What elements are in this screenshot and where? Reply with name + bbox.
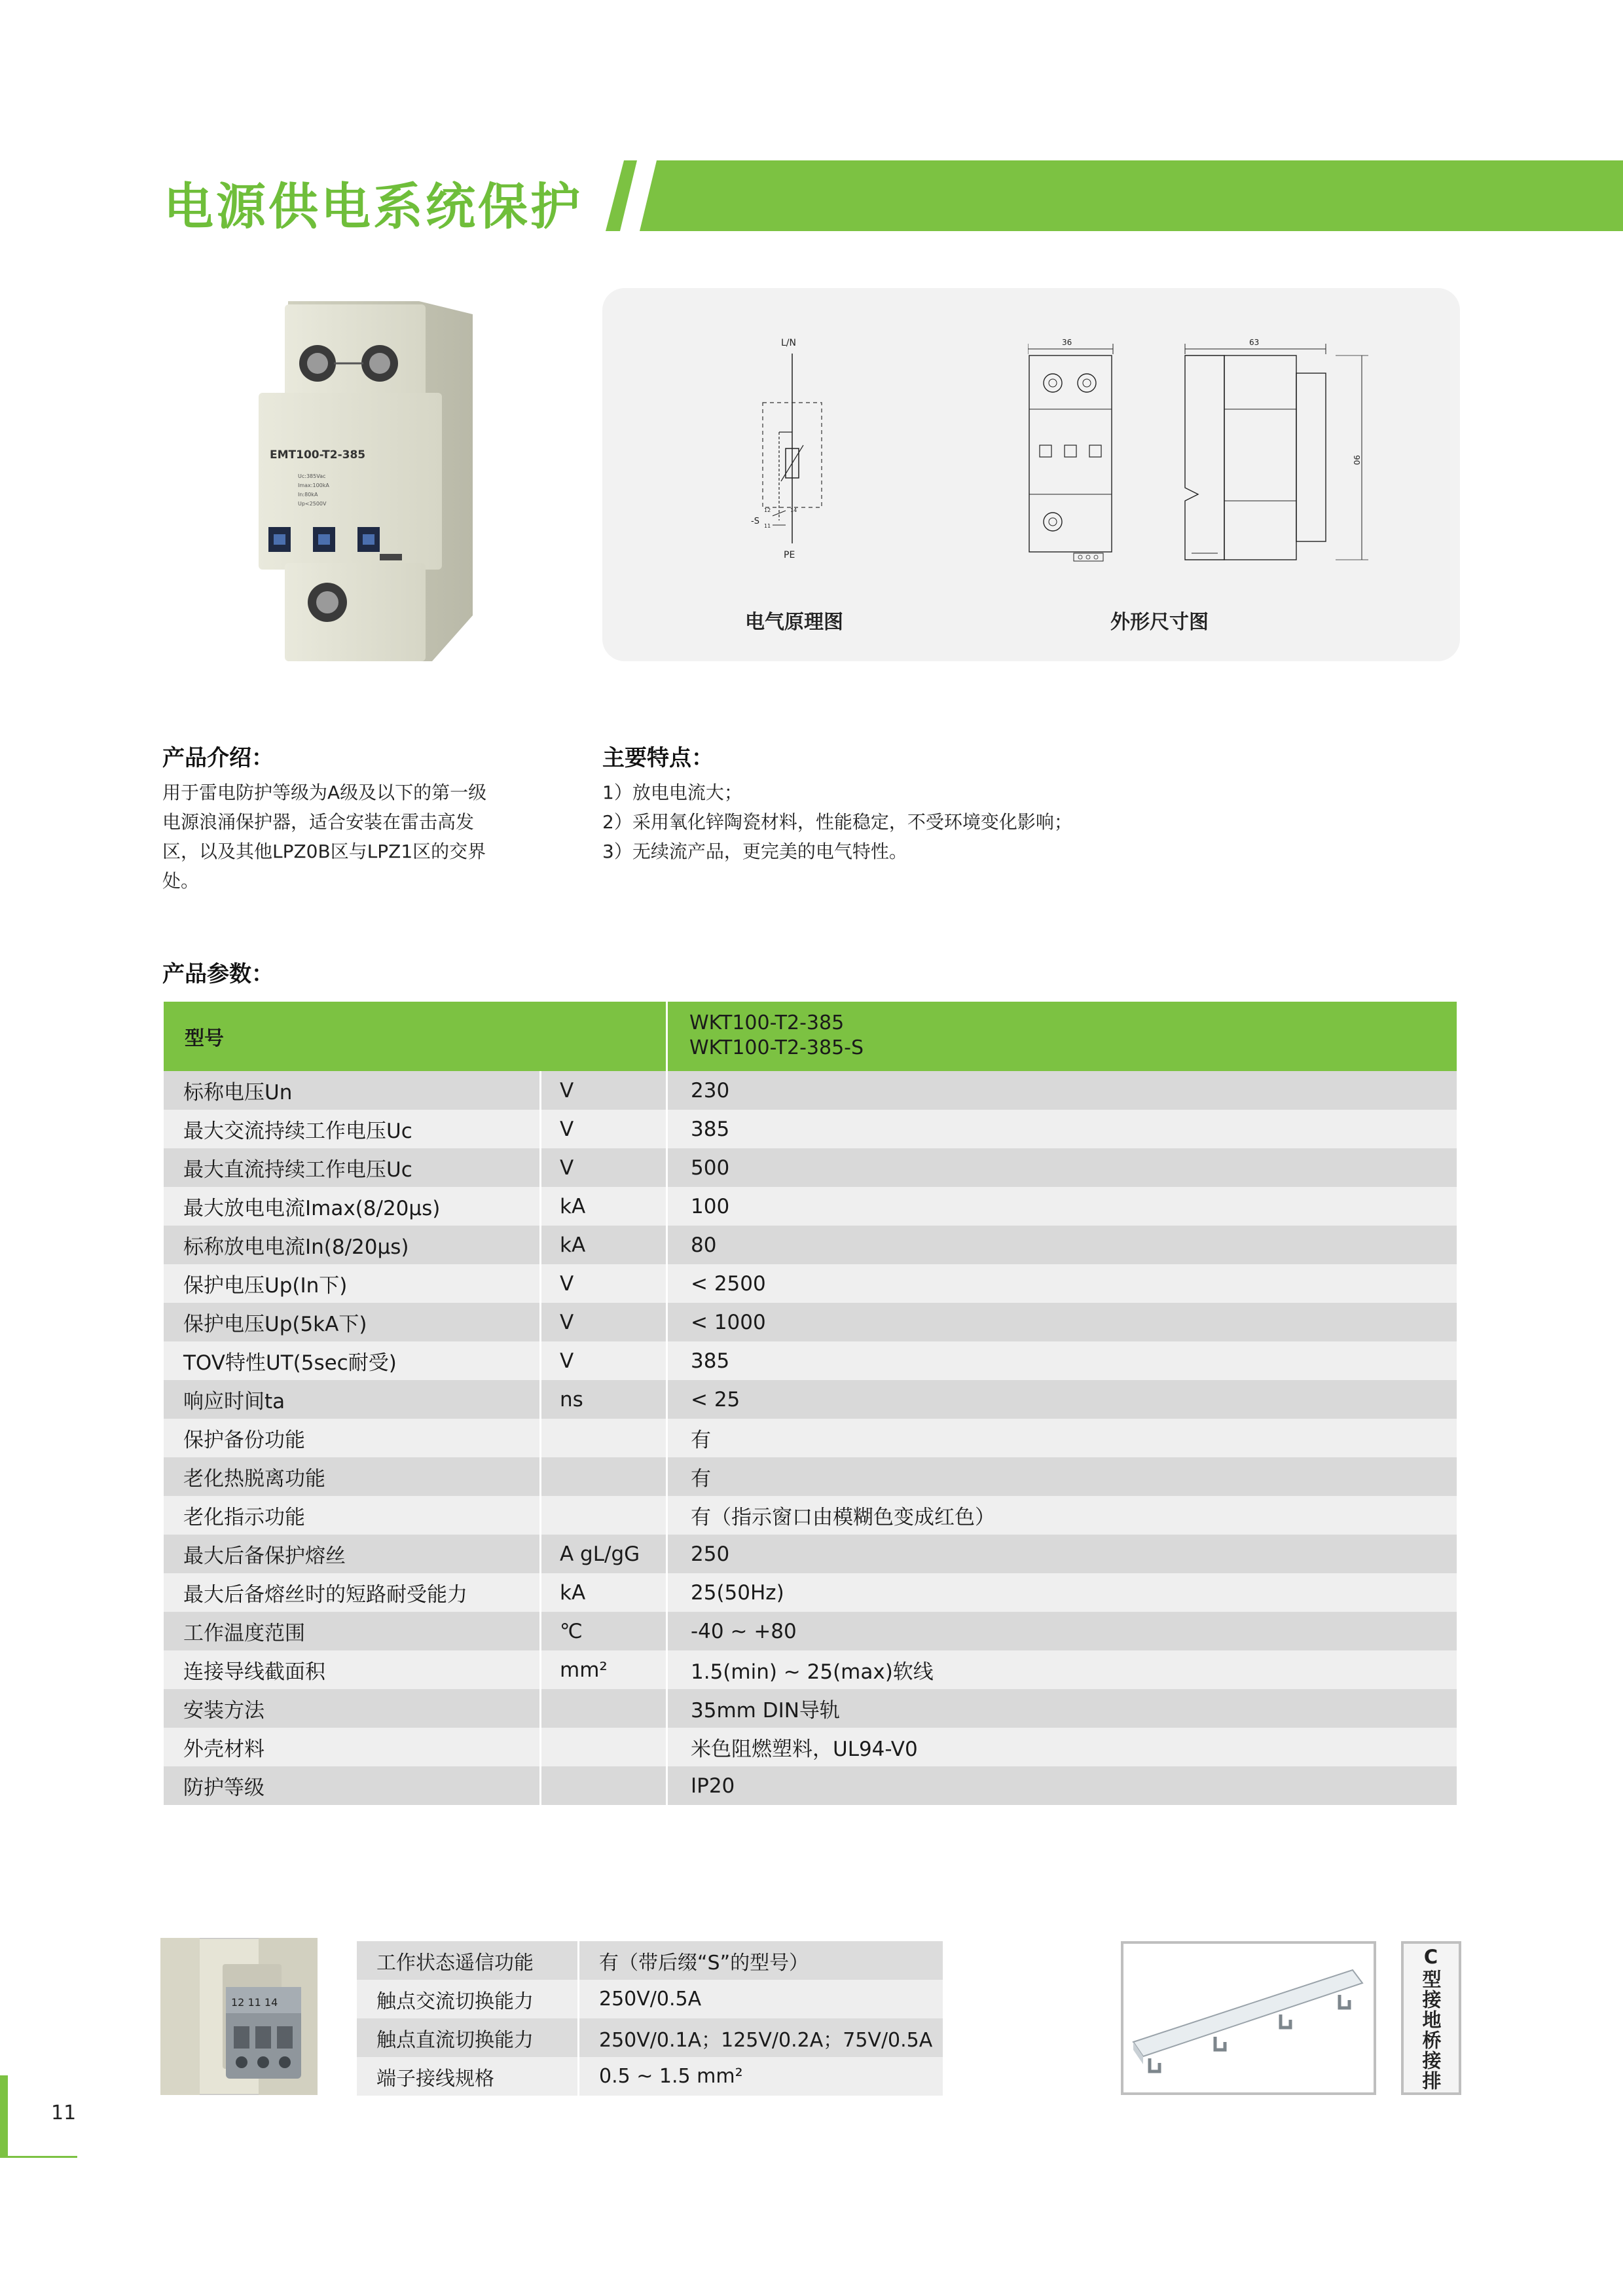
- product-label-spec: In:80kA: [298, 492, 318, 498]
- schematic-bottom-label: PE: [784, 550, 795, 560]
- param-name: 最大放电电流Imax(8/20μs): [164, 1187, 541, 1226]
- param-unit: kA: [541, 1187, 668, 1226]
- param-name: 保护电压Up(5kA下): [164, 1303, 541, 1341]
- param-value: < 1000: [691, 1310, 766, 1334]
- params-body: [164, 1071, 1457, 1805]
- terminal-labels: 12 11 14: [231, 1996, 278, 2009]
- param-row: [164, 1612, 1457, 1650]
- param-name: 标称电压Un: [164, 1071, 541, 1110]
- param-unit: kA: [541, 1573, 668, 1612]
- param-value: 有（指示窗口由模糊色变成红色）: [691, 1506, 995, 1529]
- model-name: WKT100-T2-385: [689, 1011, 845, 1034]
- param-name: 连接导线截面积: [164, 1650, 541, 1689]
- page-title: 电源供电系统保护: [164, 177, 583, 236]
- param-unit: V: [541, 1303, 668, 1341]
- param-row: [164, 1187, 1457, 1226]
- param-unit: kA: [541, 1226, 668, 1264]
- page-number-underline: [0, 2156, 77, 2158]
- params-header-models: [668, 1002, 1457, 1071]
- param-row: [164, 1457, 1457, 1496]
- param-value: -40 ~ +80: [691, 1619, 797, 1643]
- params-header-row: [164, 1002, 1457, 1071]
- param-value: 有: [691, 1467, 711, 1491]
- intro-line: 电源浪涌保护器，适合安装在雷击高发: [162, 811, 475, 833]
- param-unit: [541, 1689, 668, 1728]
- param-value: < 2500: [691, 1271, 766, 1296]
- dim-side-width: 63: [1249, 338, 1260, 347]
- param-unit: ns: [541, 1380, 668, 1419]
- param-name: 安装方法: [164, 1689, 541, 1728]
- product-photo: [249, 288, 498, 668]
- remote-signal-name: 工作状态遥信功能: [357, 1941, 579, 1980]
- param-unit: [541, 1419, 668, 1457]
- intro-text: [162, 778, 486, 896]
- param-unit: [541, 1457, 668, 1496]
- dim-height: 90: [1352, 455, 1361, 465]
- param-name: 响应时间ta: [164, 1380, 541, 1419]
- intro-line: 处。: [162, 870, 200, 892]
- param-unit: V: [541, 1341, 668, 1380]
- param-row: [164, 1766, 1457, 1805]
- params-heading: 产品参数：: [162, 961, 274, 987]
- product-label-spec: Imax:100kA: [298, 483, 329, 488]
- intro-line: 区，以及其他LPZ0B区与LPZ1区的交界: [162, 841, 486, 862]
- remote-signal-row: [357, 2018, 943, 2057]
- param-value: 250: [691, 1542, 730, 1566]
- param-row: [164, 1496, 1457, 1535]
- model-name: WKT100-T2-385-S: [689, 1036, 864, 1059]
- param-row: [164, 1110, 1457, 1148]
- param-name: 保护电压Up(In下): [164, 1264, 541, 1303]
- param-name: 防护等级: [164, 1766, 541, 1805]
- param-row: [164, 1728, 1457, 1766]
- param-value: 米色阻燃塑料，UL94-V0: [691, 1738, 918, 1761]
- param-unit: V: [541, 1071, 668, 1110]
- param-name: TOV特性UT(5sec耐受): [164, 1341, 541, 1380]
- remote-signal-value: 0.5 ~ 1.5 mm²: [599, 2065, 743, 2088]
- param-row: [164, 1226, 1457, 1264]
- param-value: 有: [691, 1429, 711, 1452]
- param-value: 500: [691, 1156, 730, 1180]
- param-name: 保护备份功能: [164, 1419, 541, 1457]
- param-unit: [541, 1766, 668, 1805]
- diagram-panel: [602, 288, 1460, 661]
- params-header-label: 型号: [164, 1002, 668, 1071]
- dimension-drawing: [1028, 337, 1434, 579]
- remote-signal-table: [357, 1941, 943, 2096]
- param-unit: ℃: [541, 1612, 668, 1650]
- param-value: 385: [691, 1349, 730, 1373]
- param-value: 1.5(min) ~ 25(max)软线: [691, 1660, 934, 1684]
- remote-signal-name: 触点交流切换能力: [357, 1980, 579, 2018]
- param-row: [164, 1071, 1457, 1110]
- features-text: [602, 778, 1072, 866]
- param-row: [164, 1573, 1457, 1612]
- remote-signal-value: 250V/0.5A: [599, 1988, 702, 2011]
- dim-front-width: 36: [1062, 338, 1072, 347]
- product-label-spec: Uc:385Vac: [298, 473, 326, 479]
- header-accent-bar: [606, 160, 1623, 231]
- param-name: 最大后备保护熔丝: [164, 1535, 541, 1573]
- remote-signal-value: 有（带后缀“S”的型号）: [599, 1951, 809, 1975]
- param-value: < 25: [691, 1387, 740, 1412]
- remote-signal-row: [357, 1941, 943, 1980]
- product-label-model: EMT100-T2-385: [270, 448, 366, 462]
- feature-line: 1）放电电流大；: [602, 782, 742, 803]
- param-name: 外壳材料: [164, 1728, 541, 1766]
- feature-line: 2）采用氧化锌陶瓷材料，性能稳定，不受环境变化影响；: [602, 811, 1072, 833]
- intro-heading: 产品介绍：: [162, 745, 274, 771]
- param-name: 最大后备熔丝时的短路耐受能力: [164, 1573, 541, 1612]
- param-row: [164, 1689, 1457, 1728]
- param-row: [164, 1535, 1457, 1573]
- intro-line: 用于雷电防护等级为A级及以下的第一级: [162, 782, 487, 803]
- remote-signal-row: [357, 1980, 943, 2018]
- params-table: [164, 1002, 1457, 1805]
- param-row: [164, 1380, 1457, 1419]
- features-heading: 主要特点：: [602, 745, 714, 771]
- param-value: 35mm DIN导轨: [691, 1699, 840, 1722]
- param-name: 工作温度范围: [164, 1612, 541, 1650]
- param-unit: [541, 1496, 668, 1535]
- dimension-caption: 外形尺寸图: [1110, 611, 1209, 634]
- param-row: [164, 1148, 1457, 1187]
- param-name: 标称放电电流In(8/20μs): [164, 1226, 541, 1264]
- busbar-label: C型接地桥接排: [1419, 1945, 1442, 2091]
- electrical-caption: 电气原理图: [745, 611, 843, 634]
- page-number: 11: [51, 2102, 77, 2124]
- busbar-label-box: [1401, 1941, 1461, 2095]
- param-row: [164, 1341, 1457, 1380]
- param-value: 100: [691, 1194, 730, 1218]
- contact-label-12: 12: [764, 507, 771, 513]
- contact-label-11: 11: [764, 523, 771, 529]
- param-row: [164, 1264, 1457, 1303]
- schematic-top-label: L/N: [781, 338, 796, 348]
- schematic-switch-label: -S: [751, 517, 759, 526]
- product-label-spec: Up<2500V: [298, 501, 327, 507]
- remote-signal-value: 250V/0.1A；125V/0.2A；75V/0.5A: [599, 2028, 933, 2052]
- terminal-photo: [160, 1938, 318, 2095]
- contact-label-14: 14: [790, 507, 797, 513]
- param-value: 25(50Hz): [691, 1580, 784, 1605]
- remote-signal-row: [357, 2057, 943, 2096]
- busbar-photo: [1123, 1944, 1374, 2092]
- busbar-photo-frame: [1121, 1941, 1376, 2095]
- param-unit: V: [541, 1148, 668, 1187]
- param-row: [164, 1419, 1457, 1457]
- remote-signal-name: 端子接线规格: [357, 2057, 579, 2096]
- param-value: 80: [691, 1233, 717, 1257]
- feature-line: 3）无续流产品，更完美的电气特性。: [602, 841, 907, 862]
- param-unit: [541, 1728, 668, 1766]
- param-row: [164, 1303, 1457, 1341]
- param-value: 230: [691, 1078, 730, 1102]
- param-unit: V: [541, 1264, 668, 1303]
- param-unit: A gL/gG: [541, 1535, 668, 1573]
- param-name: 老化指示功能: [164, 1496, 541, 1535]
- param-value: 385: [691, 1117, 730, 1141]
- param-name: 老化热脱离功能: [164, 1457, 541, 1496]
- param-name: 最大直流持续工作电压Uc: [164, 1148, 541, 1187]
- param-unit: mm²: [541, 1650, 668, 1689]
- remote-signal-name: 触点直流切换能力: [357, 2018, 579, 2057]
- page-number-accent: [0, 2075, 8, 2157]
- param-name: 最大交流持续工作电压Uc: [164, 1110, 541, 1148]
- param-row: [164, 1650, 1457, 1689]
- param-value: IP20: [691, 1774, 735, 1798]
- electrical-schematic: [750, 334, 848, 570]
- param-unit: V: [541, 1110, 668, 1148]
